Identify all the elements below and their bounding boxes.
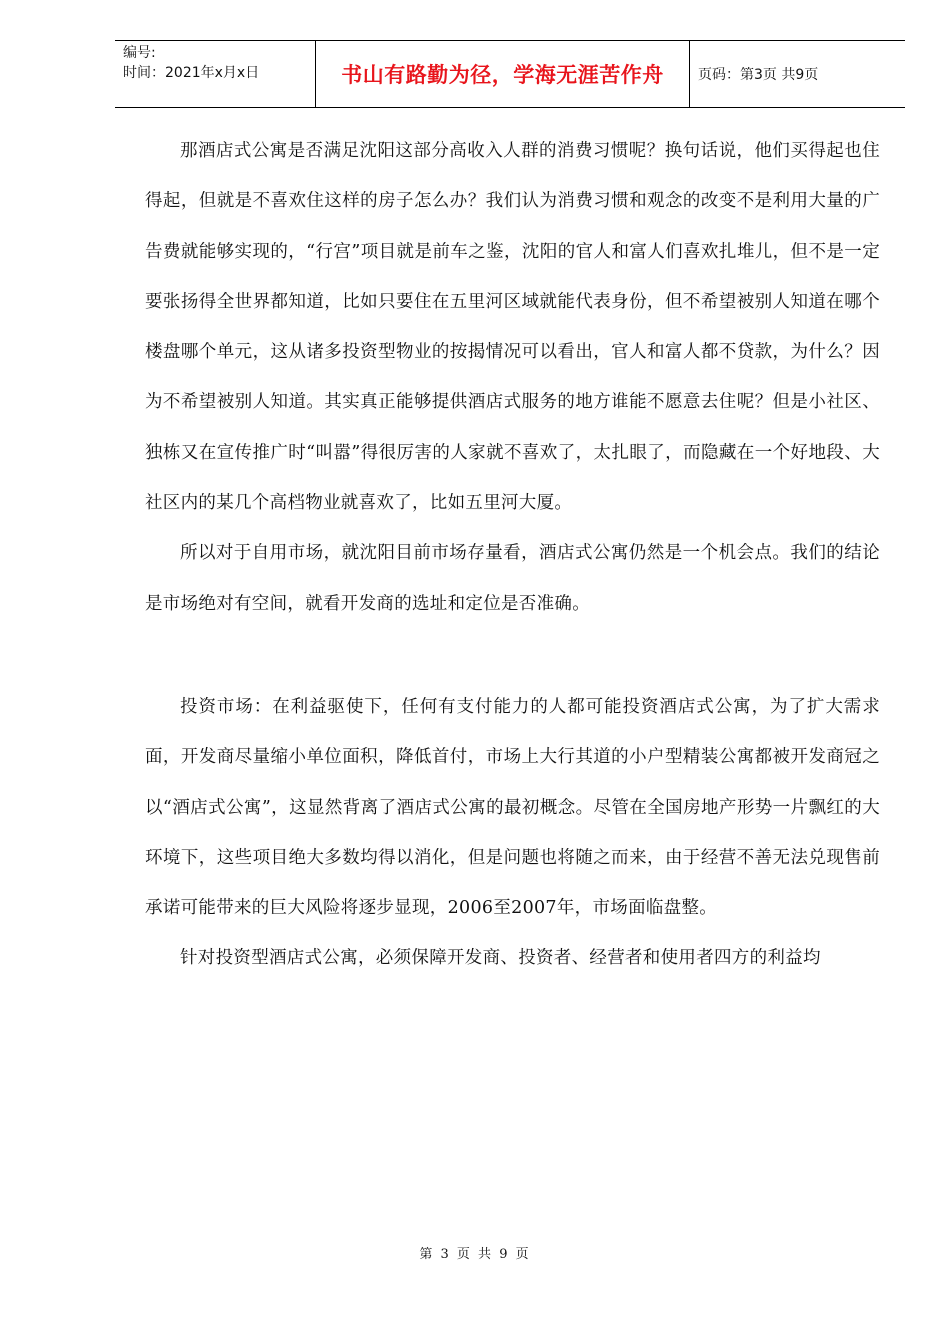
- date-label: 时间：2021年x月x日: [123, 65, 260, 81]
- paragraph-investment-market: 投资市场：在利益驱使下，任何有支付能力的人都可能投资酒店式公寓，为了扩大需求面，开发商尽量缩小单位面积，降低首付，市场上大行其道的小户型精装公寓都被开发商冠之以“酒店式公寓”，这显然背离了酒店式公寓的最初概念。尽管在全国房地产形势一片飘红的大环境下，这些项目绝大多数均得以消化，但是问题也将随之而来，由于经营不善无法兑现售前承诺可能带来的巨大风险将逐步显现，2006至2007年，市场面临盘整。: [145, 696, 880, 919]
- paragraph-investment-apartments: 针对投资型酒店式公寓，必须保障开发商、投资者、经营者和使用者四方的利益均: [180, 948, 821, 969]
- page-header: [115, 40, 905, 108]
- doc-number-label: 编号:: [123, 45, 156, 61]
- paragraph-self-use-market: 所以对于自用市场，就沈阳目前市场存量看，酒店式公寓仍然是一个机会点。我们的结论是市场绝对有空间，就看开发商的选址和定位是否准确。: [145, 543, 880, 614]
- header-page-info: 页码：第3页 共9页: [698, 67, 819, 83]
- header-motto: 书山有路勤为径，学海无涯苦作舟: [316, 41, 690, 107]
- page-footer: 第 3 页 共 9 页: [419, 1247, 531, 1262]
- paragraph-consumption-habits: 那酒店式公寓是否满足沈阳这部分高收入人群的消费习惯呢？换句话说，他们买得起也住得起，但就是不喜欢住这样的房子怎么办？我们认为消费习惯和观念的改变不是利用大量的广告费就能够实现的，“行宫”项目就是前车之鉴，沈阳的官人和富人们喜欢扎堆儿，但不是一定要张扬得全世界都知道，比如只要住在五里河区域就能代表身份，但不希望被别人知道在哪个楼盘哪个单元，这从诸多投资型物业的按揭情况可以看出，官人和富人都不贷款，为什么？因为不希望被别人知道。其实真正能够提供酒店式服务的地方谁能不愿意去住呢？但是小社区、独栋又在宣传推广时“叫嚣”得很厉害的人家就不喜欢了，太扎眼了，而隐藏在一个好地段、大社区内的某几个高档物业就喜欢了，比如五里河大厦。: [145, 141, 880, 514]
- document-body: [145, 126, 880, 984]
- header-meta: [115, 41, 316, 107]
